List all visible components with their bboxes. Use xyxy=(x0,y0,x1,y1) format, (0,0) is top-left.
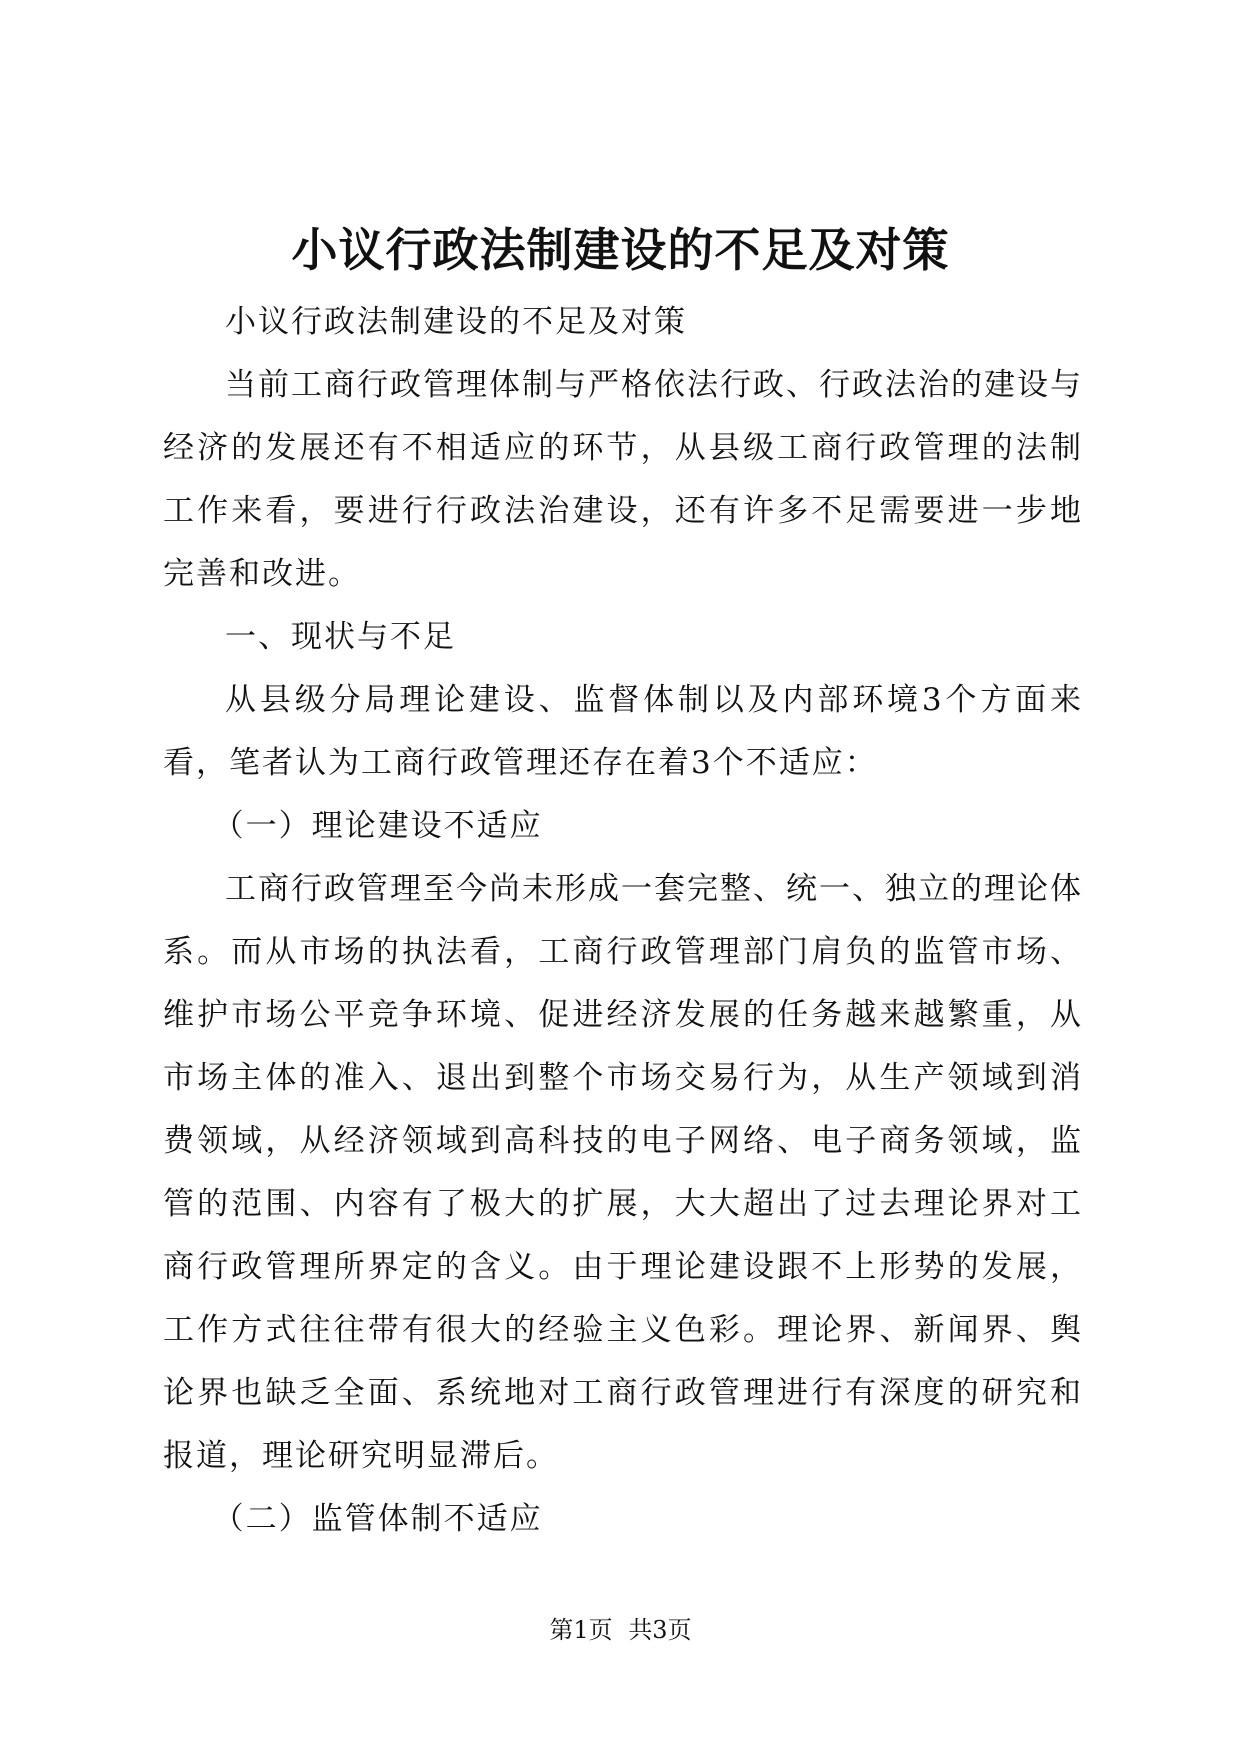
page-total: 共3页 xyxy=(628,1616,692,1644)
subsection-heading-theory: （一）理论建设不适应 xyxy=(212,808,543,844)
section-heading-status: 一、现状与不足 xyxy=(225,619,456,655)
paragraph-three-aspects: 从县级分局理论建设、监督体制以及内部环境3个方面来看，笔者认为工商行政管理还存在着3个不适应： xyxy=(163,682,1083,781)
paragraph-subtitle: 小议行政法制建设的不足及对策 xyxy=(225,304,687,340)
paragraph-intro: 当前工商行政管理体制与严格依法行政、行政法治的建设与经济的发展还有不相适应的环节，从县级工商行政管理的法制工作来看，要进行行政法治建设，还有许多不足需要进一步地完善和改进。 xyxy=(163,367,1083,592)
paragraph-theory: 工商行政管理至今尚未形成一套完整、统一、独立的理论体系。而从市场的执法看，工商行政管理部门肩负的监管市场、维护市场公平竞争环境、促进经济发展的任务越来越繁重，从市场主体的准入、退出到整个市场交易行为，从生产领域到消费领域，从经济领域到高科技的电子网络、电子商务领域，监管的范围、内容有了极大的扩展，大大超出了过去理论界对工商行政管理所界定的含义。由于理论建设跟不上形势的发展，工作方式往往带有很大的经验主义色彩。理论界、新闻界、舆论界也缺乏全面、系统地对工商行政管理进行有深度的研究和报道，理论研究明显滞后。 xyxy=(163,871,1083,1474)
document-title: 小议行政法制建设的不足及对策 xyxy=(291,223,950,277)
page-footer xyxy=(0,1615,1241,1645)
subsection-heading-supervision: （二）监管体制不适应 xyxy=(212,1501,543,1537)
page-number: 第1页 xyxy=(549,1616,613,1644)
document-body xyxy=(163,291,1083,1551)
